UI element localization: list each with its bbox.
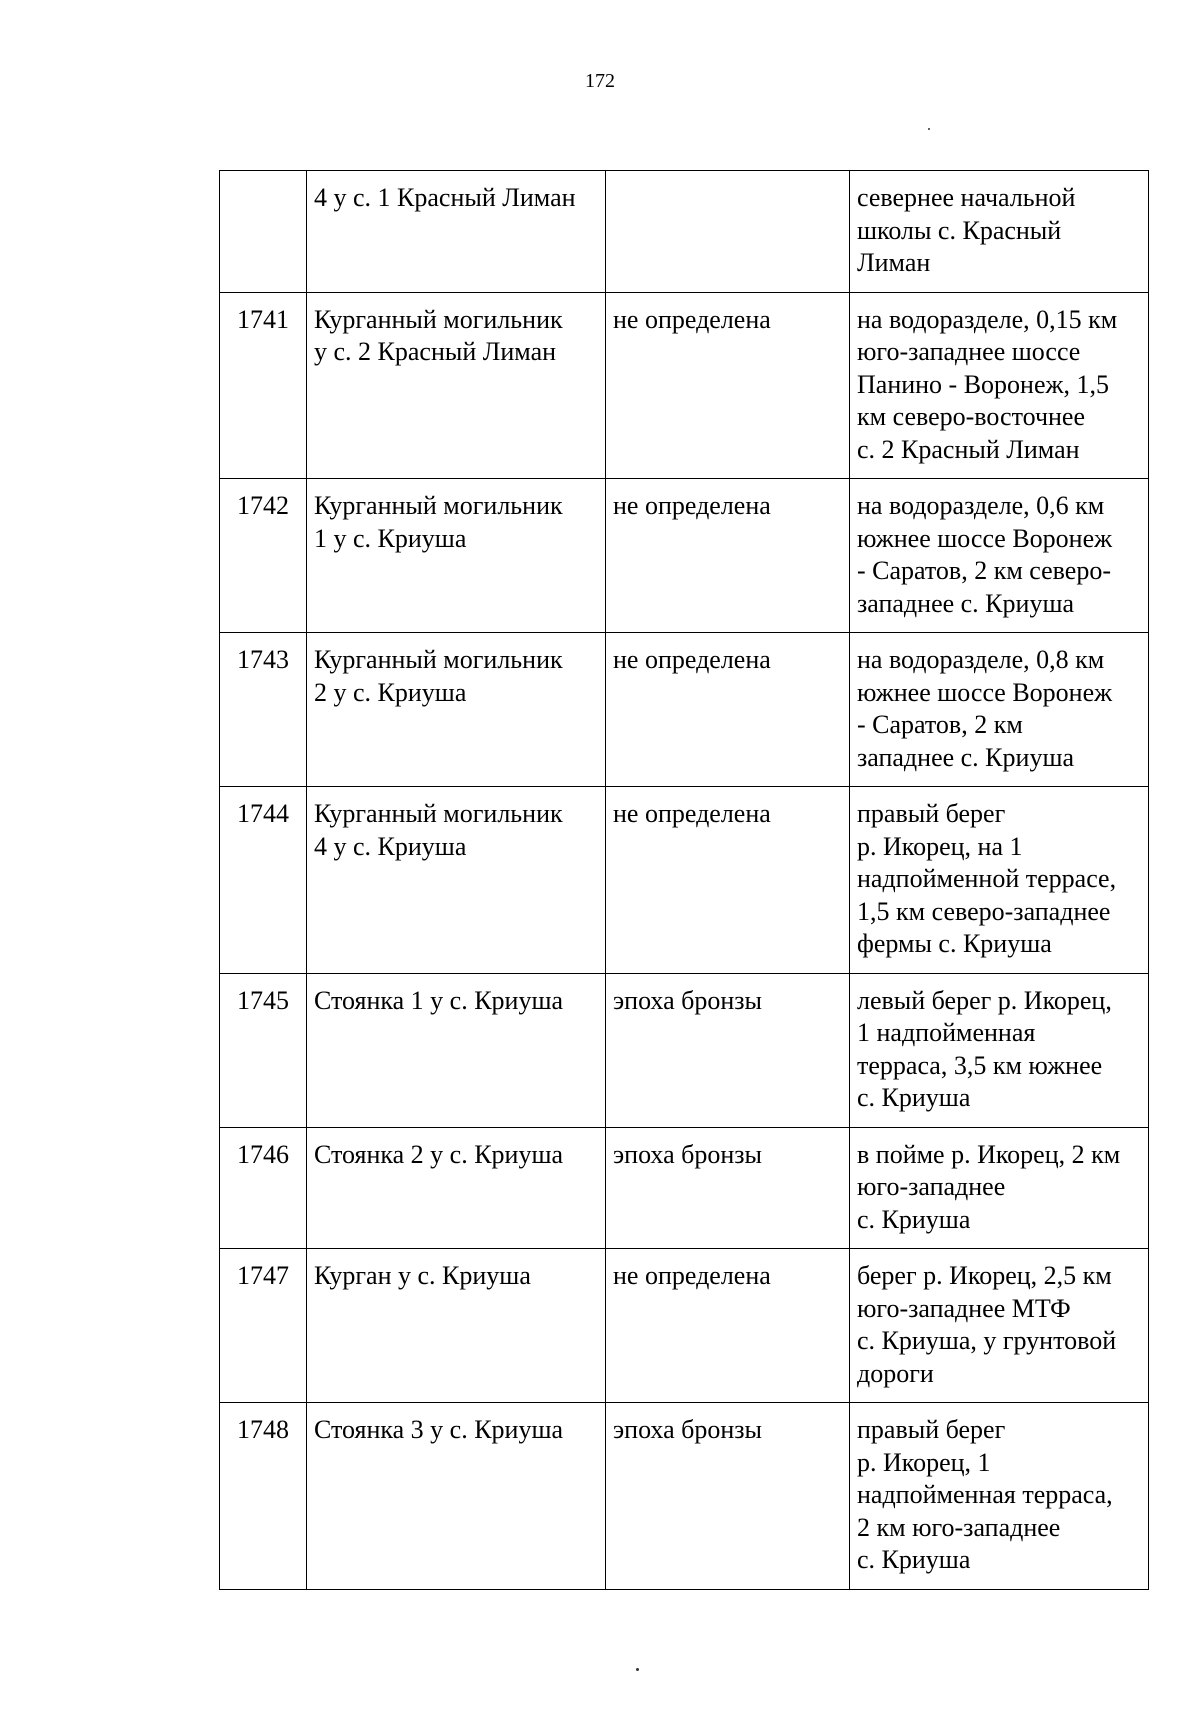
location: на водоразделе, 0,15 км юго-западнее шоссе Панино - Воронеж, 1,5 км северо-восточнее с. 2 Красный Лиман <box>857 304 1118 464</box>
object-name-cell <box>307 171 606 293</box>
location-cell <box>850 633 1149 787</box>
row-number-cell <box>220 171 307 293</box>
object-name: Курганный могильник 4 у с. Криуша <box>314 799 563 861</box>
location: на водоразделе, 0,8 км южнее шоссе Воронеж - Саратов, 2 км западнее с. Криуша <box>857 645 1113 772</box>
object-name: Стоянка 2 у с. Криуша <box>314 1139 564 1169</box>
dating-cell <box>606 1249 850 1403</box>
object-name-cell <box>307 633 606 787</box>
dating-cell <box>606 1127 850 1249</box>
object-name: Курган у с. Криуша <box>314 1261 531 1290</box>
table-row <box>220 479 1149 633</box>
object-name-cell <box>307 1127 606 1249</box>
dating: не определена <box>613 491 771 520</box>
location-cell <box>850 171 1149 293</box>
dating-cell <box>606 171 850 293</box>
row-number-cell <box>220 1127 307 1249</box>
object-name: Курганный могильник у с. 2 Красный Лиман <box>314 304 563 366</box>
row-number-cell <box>220 479 307 633</box>
row-number-cell <box>220 633 307 787</box>
table-body <box>220 171 1149 1590</box>
page-number: 172 <box>585 70 615 92</box>
location: на водоразделе, 0,6 км южнее шоссе Воронеж - Саратов, 2 км северо- западнее с. Криуша <box>857 491 1113 618</box>
dating-cell <box>606 973 850 1127</box>
row-number-cell <box>220 292 307 479</box>
object-name-cell <box>307 973 606 1127</box>
row-number: 1744 <box>237 799 289 828</box>
object-name: Курганный могильник 2 у с. Криуша <box>314 645 563 707</box>
table-row <box>220 292 1149 479</box>
row-number-cell <box>220 787 307 974</box>
location-cell <box>850 1249 1149 1403</box>
scan-speck <box>636 1668 639 1671</box>
object-name-cell <box>307 1403 606 1590</box>
object-name-cell <box>307 787 606 974</box>
object-name: Курганный могильник 1 у с. Криуша <box>314 491 563 553</box>
location: берег р. Икорец, 2,5 км юго-западнее МТФ с. Криуша, у грунтовой дороги <box>857 1261 1117 1388</box>
object-name: Стоянка 3 у с. Криуша <box>314 1415 564 1444</box>
dating: не определена <box>613 799 771 828</box>
table-row <box>220 973 1149 1127</box>
dating-cell <box>606 633 850 787</box>
row-number-cell <box>220 1249 307 1403</box>
heritage-objects-table <box>219 170 1149 1590</box>
row-number: 1745 <box>237 985 289 1015</box>
location: правый берег р. Икорец, на 1 надпойменной террасе, 1,5 км северо-западнее фермы с. Криуша <box>857 799 1117 958</box>
row-number: 1746 <box>237 1139 289 1169</box>
location-cell <box>850 1403 1149 1590</box>
dating-cell <box>606 292 850 479</box>
row-number: 1743 <box>237 645 289 674</box>
object-name-cell <box>307 1249 606 1403</box>
location-cell <box>850 787 1149 974</box>
row-number: 1742 <box>237 491 289 520</box>
row-number: 1747 <box>237 1261 289 1290</box>
table-row <box>220 633 1149 787</box>
row-number-cell <box>220 973 307 1127</box>
location-cell <box>850 973 1149 1127</box>
object-name-cell <box>307 479 606 633</box>
location: в пойме р. Икорец, 2 км юго-западнее с. Криуша <box>857 1139 1121 1234</box>
scan-speck <box>928 128 930 130</box>
dating: эпоха бронзы <box>613 1415 763 1444</box>
dating: эпоха бронзы <box>613 1139 763 1169</box>
location-cell <box>850 1127 1149 1249</box>
object-name-cell <box>307 292 606 479</box>
dating: не определена <box>613 645 771 674</box>
location-cell <box>850 479 1149 633</box>
row-number: 1748 <box>237 1415 289 1444</box>
location-cell <box>850 292 1149 479</box>
table-row <box>220 1127 1149 1249</box>
row-number: 1741 <box>237 304 289 334</box>
table-row <box>220 171 1149 293</box>
location: левый берег р. Икорец, 1 надпойменная терраса, 3,5 км южнее с. Криуша <box>857 985 1112 1112</box>
table-row <box>220 1249 1149 1403</box>
table-row <box>220 1403 1149 1590</box>
dating-cell <box>606 479 850 633</box>
location: правый берег р. Икорец, 1 надпойменная терраса, 2 км юго-западнее с. Криуша <box>857 1415 1113 1574</box>
object-name: Стоянка 1 у с. Криуша <box>314 985 564 1015</box>
row-number-cell <box>220 1403 307 1590</box>
dating: не определена <box>613 1261 771 1290</box>
dating-cell <box>606 1403 850 1590</box>
table-row <box>220 787 1149 974</box>
dating: эпоха бронзы <box>613 985 763 1015</box>
location: севернее начальной школы с. Красный Лиман <box>857 183 1076 277</box>
dating-cell <box>606 787 850 974</box>
object-name: 4 у с. 1 Красный Лиман <box>314 183 576 212</box>
dating: не определена <box>613 304 771 334</box>
